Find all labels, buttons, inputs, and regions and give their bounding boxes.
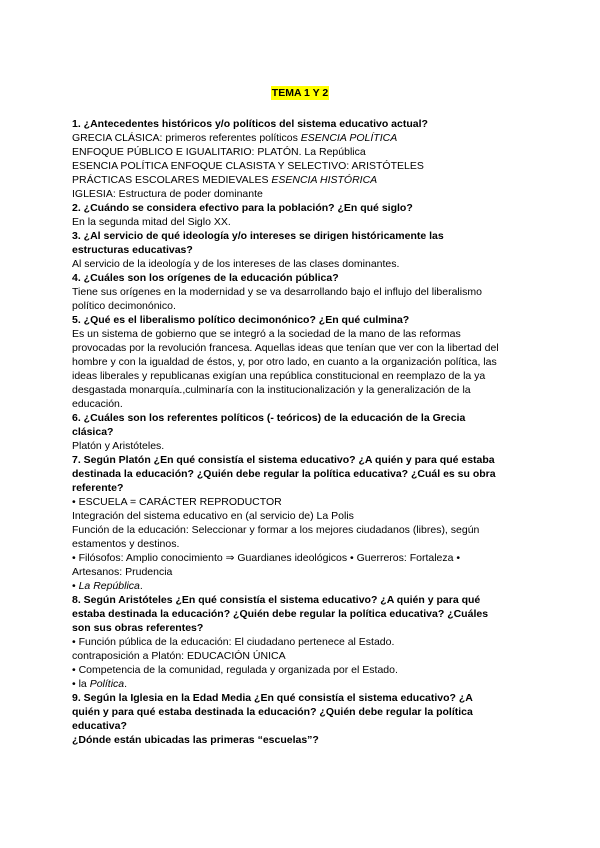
question-8-line-2: estaba destinada la educación? ¿Quién debe regular la política educativa? ¿Cuáles bbox=[72, 608, 489, 620]
question-3-line-2: estructuras educativas? bbox=[72, 244, 193, 256]
answer-5-line-3: hombre y con la igualdad de éstos, y, por otro lado, en cuanto a la organización política, las bbox=[72, 356, 497, 368]
title-wrap bbox=[0, 86, 600, 100]
answer-7-line-2: Integración del sistema educativo en (al servicio de) La Polis bbox=[72, 510, 354, 522]
question-4: 4. ¿Cuáles son los orígenes de la educación pública? bbox=[72, 272, 339, 284]
question-7-line-2: destinada la educación? ¿Quién debe regular la política educativa? ¿Cuál es su obra bbox=[72, 468, 496, 480]
answer-1-line-4 bbox=[72, 173, 528, 187]
document-body bbox=[72, 117, 528, 747]
answer-4-line-1: Tiene sus orígenes en la modernidad y se va desarrollando bajo el influjo del liberalismo bbox=[72, 286, 482, 298]
answer-5-line-5: desgastada monarquía.,culminaría con la institucionalización y la generalización de la bbox=[72, 384, 471, 396]
question-3-line-1: 3. ¿Al servicio de qué ideología y/o intereses se dirigen históricamente las bbox=[72, 230, 444, 242]
answer-8-end: . bbox=[124, 678, 128, 690]
answer-5-line-2: provocadas por la revolución francesa. Aquellas ideas que tenían que ver con la libertad del bbox=[72, 342, 499, 354]
question-5: 5. ¿Qué es el liberalismo político decimonónico? ¿En qué culmina? bbox=[72, 314, 410, 326]
answer-4-line-2: político decimonónico. bbox=[72, 300, 176, 312]
answer-5-line-4: ideas liberales y republicanas exigían una república constitucional en reemplazo de la ya bbox=[72, 370, 486, 382]
answer-1-line-1-text: GRECIA CLÁSICA: primeros referentes políticos bbox=[72, 132, 301, 144]
answer-7-line-7 bbox=[72, 579, 528, 593]
answer-8-line-2: contraposición a Platón: EDUCACIÓN ÚNICA bbox=[72, 650, 286, 662]
answer-7-line-5: • Filósofos: Amplio conocimiento ⇒ Guardianes ideológicos • Guerreros: Fortaleza • bbox=[72, 552, 461, 564]
question-9-line-3: educativa? bbox=[72, 720, 127, 732]
question-10: ¿Dónde están ubicadas las primeras “escuelas”? bbox=[72, 734, 319, 746]
answer-3: Al servicio de la ideología y de los intereses de las clases dominantes. bbox=[72, 258, 400, 270]
answer-7-line-3: Función de la educación: Seleccionar y formar a los mejores ciudadanos (libres), según bbox=[72, 524, 480, 536]
answer-5-line-1: Es un sistema de gobierno que se integró a la sociedad de la mano de las reformas bbox=[72, 328, 461, 340]
answer-1-line-5: IGLESIA: Estructura de poder dominante bbox=[72, 188, 263, 200]
answer-7-line-1: • ESCUELA = CARÁCTER REPRODUCTOR bbox=[72, 496, 282, 508]
document-title: TEMA 1 Y 2 bbox=[271, 87, 329, 99]
answer-8-line-3: • Competencia de la comunidad, regulada y organizada por el Estado. bbox=[72, 664, 398, 676]
bullet: • bbox=[72, 580, 79, 592]
question-7-line-3: referente? bbox=[72, 482, 124, 494]
question-2: 2. ¿Cuándo se considera efectivo para la población? ¿En qué siglo? bbox=[72, 202, 413, 214]
answer-1-line-1-italic: ESENCIA POLÍTICA bbox=[300, 132, 398, 144]
answer-2: En la segunda mitad del Siglo XX. bbox=[72, 216, 231, 228]
question-1: 1. ¿Antecedentes históricos y/o políticos del sistema educativo actual? bbox=[72, 118, 428, 130]
answer-1-line-4-text: PRÁCTICAS ESCOLARES MEDIEVALES bbox=[72, 174, 272, 186]
answer-8-italic: Política bbox=[89, 678, 125, 690]
question-7-line-1: 7. Según Platón ¿En qué consistía el sistema educativo? ¿A quién y para qué estaba bbox=[72, 454, 495, 466]
answer-8-prefix: • la bbox=[72, 678, 90, 690]
question-6-line-1: 6. ¿Cuáles son los referentes políticos (- teóricos) de la educación de la Grecia bbox=[72, 412, 466, 424]
answer-7-line-6: Artesanos: Prudencia bbox=[72, 566, 173, 578]
answer-8-line-4 bbox=[72, 677, 528, 691]
answer-1-line-2: ENFOQUE PÚBLICO E IGUALITARIO: PLATÓN. La República bbox=[72, 146, 366, 158]
answer-7-line-4: estamentos y destinos. bbox=[72, 538, 180, 550]
answer-1-line-1 bbox=[72, 131, 528, 145]
answer-6: Platón y Aristóteles. bbox=[72, 440, 165, 452]
question-9-line-1: 9. Según la Iglesia en la Edad Media ¿En qué consistía el sistema educativo? ¿A bbox=[72, 692, 473, 704]
question-9-line-2: quién y para qué estaba destinada la educación? ¿Quién debe regular la política bbox=[72, 706, 473, 718]
answer-8-line-1: • Función pública de la educación: El ciudadano pertenece al Estado. bbox=[72, 636, 395, 648]
answer-1-line-4-italic: ESENCIA HISTÓRICA bbox=[271, 174, 378, 186]
answer-7-italic: La República bbox=[78, 580, 140, 592]
answer-7-end: . bbox=[139, 580, 143, 592]
question-6-line-2: clásica? bbox=[72, 426, 114, 438]
answer-5-line-6: educación. bbox=[72, 398, 123, 410]
question-8-line-3: son sus obras referentes? bbox=[72, 622, 204, 634]
answer-1-line-3: ESENCIA POLÍTICA ENFOQUE CLASISTA Y SELECTIVO: ARISTÓTELES bbox=[72, 160, 424, 172]
question-8-line-1: 8. Según Aristóteles ¿En qué consistía el sistema educativo? ¿A quién y para qué bbox=[72, 594, 481, 606]
